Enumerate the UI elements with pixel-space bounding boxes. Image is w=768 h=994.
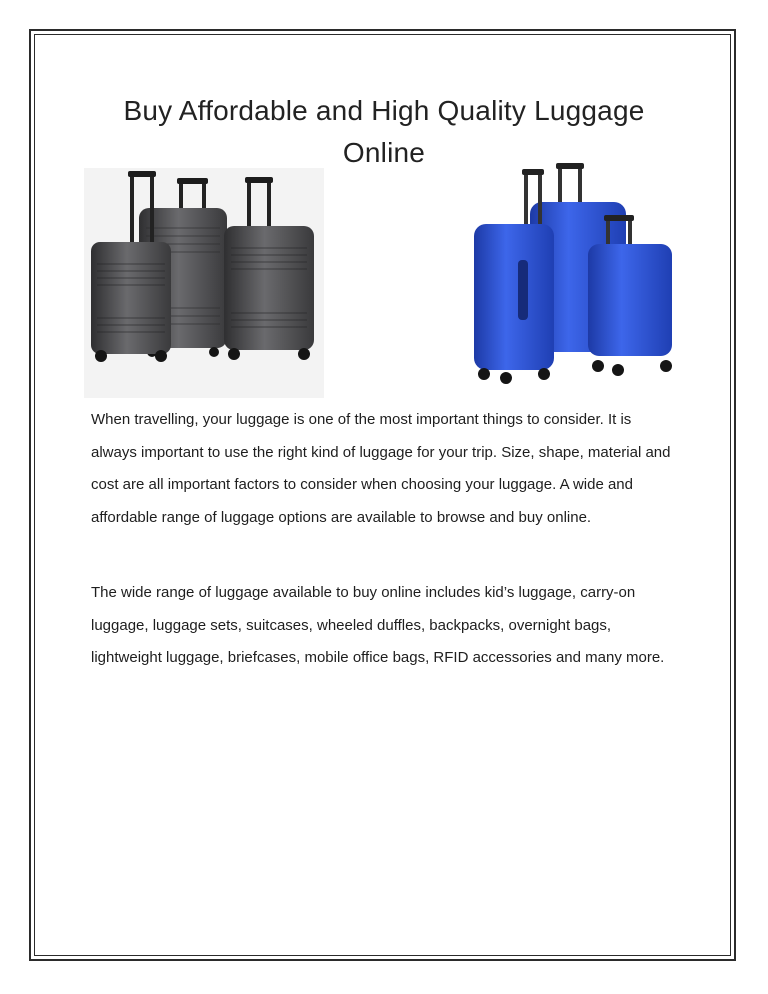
paragraph-1: When travelling, your luggage is one of the most important things to consider. It is always important to use the right kind of luggage for your trip. Size, shape, material and cost are all important factors to consider when choosing your luggage. A wide and affordable range of luggage options are available to browse and buy online. xyxy=(91,411,671,526)
page-title: Buy Affordable and High Quality Luggage Online xyxy=(123,95,645,168)
grey-luggage-set-icon xyxy=(84,168,324,398)
blue-luggage-set-icon xyxy=(466,160,680,390)
paragraph-2: The wide range of luggage available to buy online includes kid’s luggage, carry-on luggage, luggage sets, suitcases, wheeled duffles, backpacks, overnight bags, lightweight luggage, briefcases, mobile office bags, RFID accessories and many more. xyxy=(91,584,665,666)
